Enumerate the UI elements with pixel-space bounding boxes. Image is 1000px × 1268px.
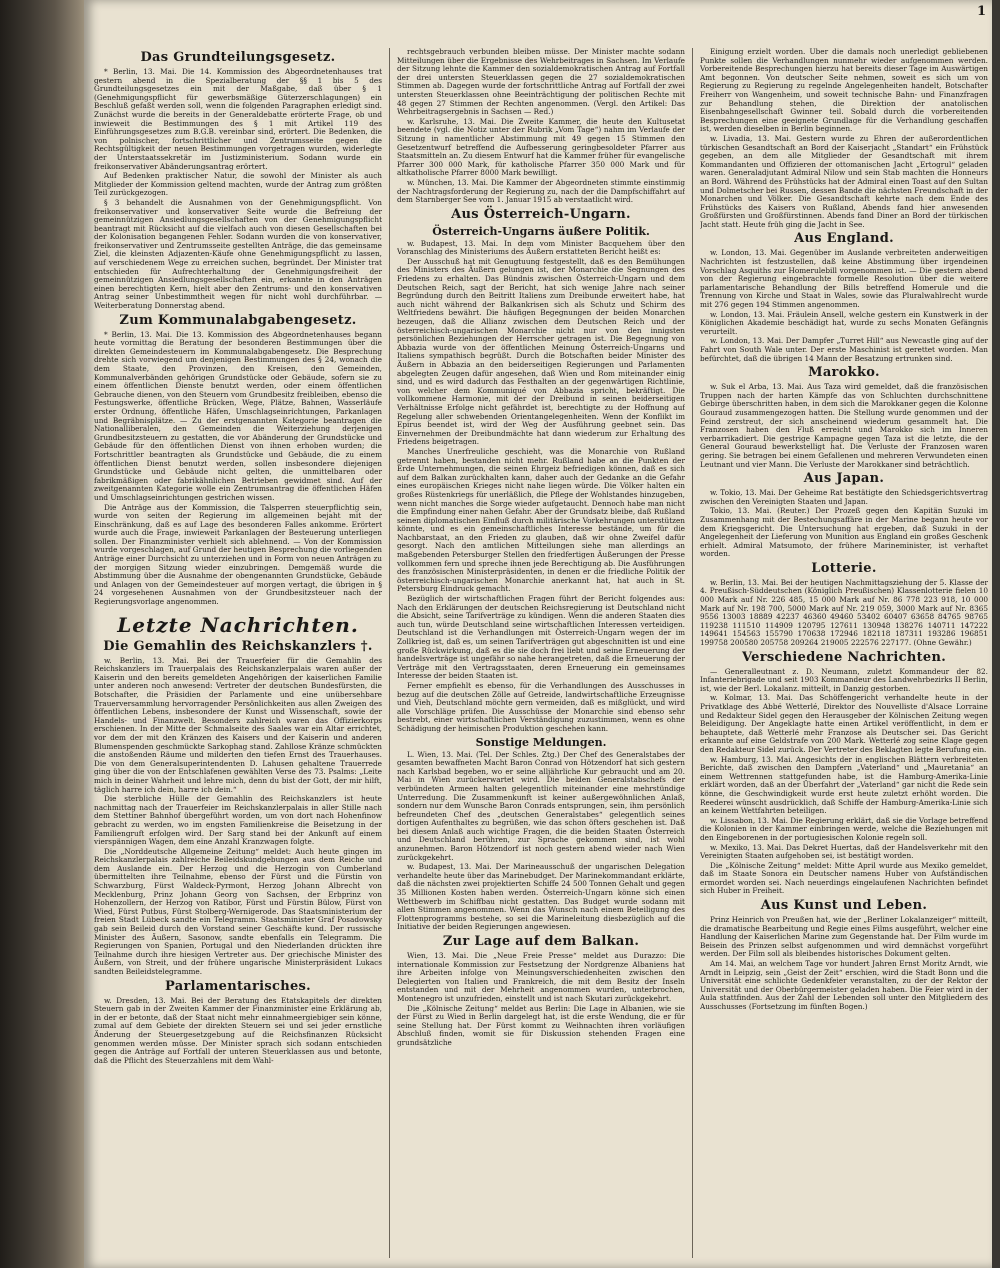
article-paragraph: w. Mexiko, 13. Mai. Das Dekret Huertas, daß der Handelsverkehr mit den Vereinigten Staaten aufgehoben sei, ist bestätigt worden. [700,842,988,861]
column-rule [692,48,693,1258]
article-heading: Die Gemahlin des Reichskanzlers †. [103,638,373,654]
article-paragraph: Der Ausschuß hat mit Genugtuung festgestellt, daß es den Bemühungen des Ministers des Äußern gelungen ist, der Monarchie die Segnungen des Friedens zu erhalten. Das Bündnis zwischen Österreich-Ungarn und dem Deutschen Reich, sagt der Bericht, hat sich wenige Jahre nach seiner Begründung durch den Beitritt Italiens zum Dreibunde erweitert habe, hat auch nicht während der Balkankrisen sich als Schutz und Schirm des Weltfriedens bewährt. Die häufigen Begegnungen der beiden Monarchen bezeugen, daß die Allianz zwischen dem Deutschen Reich und der österreichisch-ungarischen Monarchie nicht nur von den innigsten persönlichen Beziehungen der Herrscher getragen ist. Die Begegnung von Abbazia wurde von der öffentlichen Meinung Österreich-Ungarns und Italiens sympathisch begrüßt. Durch die Botschaften beider Minister des Äußern in Abbazia an den beiderseitigen Regierungen und Parlamenten abgelegten Zeugen dafür angesehen, daß Wien und Rom miteinander einig sind, und es wird dadurch das Festhalten an der gegenwärtigen Richtlinie, von welcher dem Kommuniqué von Abbazia spricht, bekräftigt. Die vollkommene Harmonie, mit der der Dreibund in seinen beiderseitigen Verhältnisse Erfolge nicht gefährdet ist, berechtigte zu der Hoffnung auf Regelung aller schwebenden Orientangelegenheiten. Wenn der Konflikt im Epirus beendet ist, wird der Weg der Ausführung geebnet sein. Das Einvernehmen der Dreibundmächte hat dann wiederum zur Erhaltung des Friedens beigetragen. [397,256,685,447]
article-paragraph: § 3 behandelt die Ausnahmen von der Genehmigungspflicht. Von freikonservativer und konservativer Seite wurde die Befreiung der gemeinnützigen Ansiedlungsgesellschaften von der Genehmigungspflicht beantragt mit Rücksicht auf die vielfach auch von diesen Gesellschaften bei der Kolonisation begangenen Fehler. Sodann wurden die von konservativer, freikonservativer und Zentrumsseite gestellten Anträge, die das gemeinsame Ziel, die kleinsten Adjazenten-Käufe ohne Genehmigungspflicht zu lassen, auf verschiedenem Wege zu erreichen suchen, begründet. Der Minister trat entschieden für Aufrechterhaltung der Genehmigungsfreiheit der gemeinnützigen Ansiedlungsgesellschaften ein, erkannte in den Anträgen einen berechtigten Kern, hielt aber den Zentrums- und den konservativen Antrag seiner Unbestimmtheit wegen für nicht wohl durchführbar. — Weiterberatung Donnerstag abend. [94,197,382,311]
article-paragraph: w. Livadia, 13. Mai. Gestern wurde zu Ehren der außerordentlichen türkischen Gesandtschaft an Bord der Kaiserjacht „Standart“ ein Frühstück gegeben, an dem alle Mitglieder der Gesandtschaft mit ihrem Kommandanten und Offizieren der ottomanischen Jacht „Ertogrul“ geladen waren. Generaladjutant Admiral Nilow und sein Stab machten die Honneurs an Bord. Während des Frühstücks hat der Admiral einen Toast auf den Sultan und Dolmetscher bei Russen, dessen Bande die nächsten Freundschaft in der Monarchen und Völker. Die Gesandtschaft kehrte nach dem Ende des Frühstücks des Kaisers von Rußland, Abends fand hier anwesenden Großfürsten und Großfürstinnen. Abends fand Diner an Bord der türkischen Jacht statt. Heute früh ging die Jacht in See. [700,133,988,229]
column-left [94,48,382,1263]
article-paragraph: w. München, 13. Mai. Die Kammer der Abgeordneten stimmte einstimmig der Nachtragsforderung der Regierung zu, nach der die Dampfschiffahrt auf dem Starnberger See vom 1. Januar 1915 ab verstaatlicht wird. [397,177,685,205]
article-paragraph: Die „Kölnische Zeitung“ meldet: Mitte April wurde aus Mexiko gemeldet, daß im Staate Sonora ein Deutscher namens Huber von Aufständischen ermordet worden sei. Nach neuerdings eingelaufenen Nachrichten befindet sich Huber in Freiheit. [700,860,988,896]
article-paragraph: w. London, 13. Mai. Fräulein Ansell, welche gestern ein Kunstwerk in der Königlichen Akademie beschädigt hat, wurde zu sechs Monaten Gefängnis verurteilt. [700,309,988,336]
column-middle [397,48,685,1263]
article-paragraph: w. Tokio, 13. Mai. Der Geheime Rat bestätigte den Schiedsgerichtsvertrag zwischen den Vereinigten Staaten und Japan. [700,488,988,506]
article-paragraph: w. Lissabon, 13. Mai. Die Regierung erklärt, daß sie die Vorlage betreffend die Kolonien in der Kammer einbringen werde, welche die Beziehungen mit den Eingeborenen in der portugiesischen Kolonie regeln soll. [700,815,988,842]
book-spine [0,0,92,1268]
newspaper-page [84,0,992,1268]
article-paragraph: w. Budapest, 13. Mai. Der Marineausschuß der ungarischen Delegation verhandelte heute über das Marinebudget. Der Marinekommandant erklärte, daß die nächsten zwei projektierten Schiffe 24 500 Tonnen Gehalt und gegen 35 Millionen Kosten haben werden. Österreich-Ungarn könne sich einen Wettbewerb im Schiffbau nicht gestatten. Das Budget wurde sodann mit allen Stimmen angenommen. Wenn das Wunsch nach einem Beteiligung des Flottenprogramms bestehe, so sei die Marineleitung diesbezüglich auf die Initiative der beiden Regierungen angewiesen. [397,862,685,932]
article-heading: Österreich-Ungarns äußere Politik. [432,224,650,238]
article-paragraph: Auf Bedenken praktischer Natur, die sowohl der Minister als auch Mitglieder der Kommission geltend machten, wurde der Antrag zum größten Teil zurückgezogen. [94,171,382,198]
article-paragraph: Die sterbliche Hülle der Gemahlin des Reichskanzlers ist heute nachmittag nach der Trauerfeier im Reichskanzlerpalais in aller Stille nach dem Stettiner Bahnhof übergeführt worden, um von dort nach Hohenfinow gebracht zu werden, wo im engsten Familienkreise die Beisetzung in der Familiengruft erfolgen wird. Der Sarg stand bei der Ankunft auf einem vierspännigen Wagen, dem eine Anzahl Kranzwagen folgte. [94,794,382,847]
article-paragraph: Einigung erzielt worden. Über die damals noch unerledigt gebliebenen Punkte sollen die Verhandlungen nunmehr wieder aufgenommen werden. Vorbereitende Besprechungen hierzu hat bereits dieser Tage im Auswärtigen Amt begonnen. Von deutscher Seite nehmen, soweit es sich um von Regierung zu Regierung zu regelnde Angelegenheiten handelt, Botschafter Freiherr von Wangenheim, und soweit technische Bahn- und Finanzfragen zur Behandlung stehen, die Direktion der anatolischen Eisenbahngesellschaft Gwinner teil. Sobald durch die vorbereitenden Besprechungen eine geeignete Grundlage für die Verhandlung geschaffen ist, werden dieselben in Berlin beginnen. [700,48,988,134]
article-heading: Verschiedene Nachrichten. [741,649,947,665]
article-paragraph: Bezüglich der wirtschaftlichen Fragen führt der Bericht folgendes aus: Nach den Erklärungen der deutschen Reichsregierung ist Deutschland nicht die Absicht, seine Tarifverträge zu kündigen. Wenn die anderen Staaten dies auch tun, würde Deutschland seine wirtschaftlichen Interessen verteidigen. Deutschland ist die Verhandlungen mit Österreich-Ungarn wegen der im Zollkrieg ist, daß es, um seinen Tarifverträgen gut abgeschnitten ist und eine große Rückwirkung, daß es die sie doch frei liebt und seine Erneuerung der handelsverträge ist ungefähr so nahe herangetreten, daß die Erneuerung der Verträge mit den Vertragsstaaten, deren Erneuerung ein gemeinsames Interesse der beiden Staaten ist. [397,594,685,681]
article-paragraph: Wien, 13. Mai. Die „Neue Freie Presse“ meldet aus Durazzo: Die internationale Kommission zur Festsetzung der Nordgrenze Albaniens hat ihre Arbeiten infolge von Meinungsverschiedenheiten zwischen den Delegierten von Italien und Frankreich, die mit dem Besitz der Inseln entstanden und mit der Mehrheit angenommen wurden, unterbrochen, Montenegro ist unzufrieden, einstellt und ist nach Skutari zurückgekehrt. [397,951,685,1003]
article-heading: Aus Österreich-Ungarn. [451,206,631,222]
article-paragraph: w. Kolmar, 13. Mai. Das Schöffengericht verhandelte heute in der Privatklage des Abbé Wetterlé, Direktor des Nouvelliste d'Alsace Lorraine und Redakteur Sidel gegen den Herausgeber der Kölnischen Zeitung wegen Beleidigung. Der Angeklagte hatte einen Artikel veröffentlicht, in dem er behauptete, daß Wetterlé mehr Franzose als Deutscher sei. Das Gericht erkannte auf eine Geldstrafe von 200 Mark. Wetterlé zog seine Klage gegen den Redakteur Sidel zurück. Der Vertreter des Beklagten legte Berufung ein. [700,693,988,754]
article-heading: Aus England. [794,231,894,247]
article-paragraph: w. Budapest, 13. Mai. In dem vom Minister Bacquehem über den Voranschlag des Ministeriums des Äußern erstatteten Bericht heißt es: [397,238,685,257]
article-paragraph: rechtsgebrauch verbunden bleiben müsse. Der Minister machte sodann Mitteilungen über die Ergebnisse des Wehrbeitrages in Sachsen. Im Verlaufe der Sitzung lehnte die Kammer den sozialdemokratischen Antrag auf Fortfall der drei untersten Steuerklassen gegen die 27 sozialdemokratischen Stimmen ab. Dagegen wurde der fortschrittliche Antrag auf Fortfall der zwei untersten Steuerklassen ohne Beeinträchtigung der politischen Rechte mit 48 gegen 27 Stimmen der Rechten angenommen. (Vergl. den Artikel: Das Wehrbeitragsergebnis in Sachsen — Red.) [397,48,685,117]
article-paragraph: — Generalleutnant z. D. Neumann, zuletzt Kommandeur der 82. Infanteriebrigade und seit 1903 Kommandeur des Landwehrbezirks II Berlin, ist, wie der Berl. Lokalanz. mitteilt, in Danzig gestorben. [700,666,988,693]
page-number: 1 [976,4,986,19]
article-paragraph: w. Berlin, 13. Mai. Bei der Trauerfeier für die Gemahlin des Reichskanzlers im Trauerpalais des Reichskanzlerpalais waren außer der Kaiserin und den bereits gemeldeten Angehörigen der kaiserlichen Familie unter anderen noch anwesend: Vertreter der deutschen Bundesfürsten, die Botschafter, die Präsidien der Parlamente und eine unübersehbare Trauerversammlung hervorragender Persönlichkeiten aus allen Zweigen des öffentlichen Lebens, insbesondere der Kunst und Wissenschaft, sowie der Handels- und Finanzwelt. Besonders zahlreich waren das Offizierkorps erschienen. In der Mitte der Schmalseite des Saales war ein Altar errichtet, vor dem der mit den Kränzen des Kaisers und der Kaiserin und anderen Blumenspenden geschmückte Sarkophag stand. Zahllose Kränze schmückten die anstoßenden Räume und milderten den tiefen Ernst des Trauerhauses. Die von dem Generalsuperintendenten D. Lahusen gehaltene Trauerrede ging über die von der Entschlafenen gewählten Verse des 73. Psalms: „Leite mich in deiner Wahrheit und lehre mich, denn du bist der Gott, der mir hilft, täglich harre ich dein, harre ich dein.“ [94,655,382,794]
article-paragraph: w. Berlin, 13. Mai. Bei der heutigen Nachmittagsziehung der 5. Klasse der 4. Preußisch-Süddeutschen (Königlich Preußischen) Klassenlotterie fielen 10 000 Mark auf Nr. 226 485, 15 000 Mark auf Nr. 86 778 223 918, 10 000 Mark auf Nr. 198 700, 5000 Mark auf Nr. 219 059, 3000 Mark auf Nr. 8365 9556 13003 18889 42237 46360 49460 53402 60407 63658 84765 98765 119238 111510 114909 120795 127611 130948 138276 140711 147222 149641 154563 155790 170638 172946 182118 187311 193286 196851 199758 200580 205758 209264 219005 222576 227177. (Ohne Gewähr.) [700,577,988,648]
article-heading: Aus Kunst und Leben. [760,898,928,914]
article-paragraph: w. Dresden, 13. Mai. Bei der Beratung des Etatskapitels der direkten Steuern gab in der Zweiten Kammer der Finanzminister eine Erklärung ab, in der er betonte, daß der Staat nicht mehr einnahmeergiebiger sein könne, zumal auf dem Gebiete der direkten Steuern sei und sei jeder ernstliche Änderung der Steuergesetzgebung auf die Reichsfinanzen Rücksicht genommen werden müsse. Der Minister sprach sich sodann entschieden gegen die Anträge auf Fortfall der unteren Steuerklassen aus und betonte, daß die Pflicht des Steuerzahlens mit dem Wahl- [94,995,382,1065]
article-heading: Sonstige Meldungen. [475,735,607,749]
article-paragraph: Die „Kölnische Zeitung“ meldet aus Berlin: Die Lage in Albanien, wie sie der Fürst zu Wied in Berlin dargelegt hat, ist die erste Wendung, die er für seine Stellung hat. Der Fürst kommt zu Weihnachten ihren vorläufigen Abschluß finden, womit sie für Diskussion stehenden Fragen eine grundsätzliche [397,1003,685,1047]
section-banner: Letzte Nachrichten. [117,612,359,637]
article-heading: Zur Lage auf dem Balkan. [442,934,640,949]
article-paragraph: Am 14. Mai, an welchem Tage vor hundert Jahren Ernst Moritz Arndt, wie Arndt in Leipzig, sein „Geist der Zeit“ erschien, wird die Stadt Bonn und die Universität eine schlichte Gedenkfeier veranstalten, zu der der Rektor der Universität und der Oberbürgermeister geladen haben. Die Feier wird in der Aula stattfinden. Aus der Zahl der Lebenden soll unter den Mitgliedern des Ausschusses (Fortsetzung im fünften Bogen.) [700,959,988,1011]
article-paragraph: Die Anträge aus der Kommission, die Talsperren steuerpflichtig sein, wurde von seiten der Regierung im allgemeinen bejaht mit der Einschränkung, daß es auf Lage des besonderen Falles ankomme. Erörtert wurde auch die Frage, inwieweit Parkanlagen der Besteuerung unterliegen sollen. Der Finanzminister verhielt sich ablehnend. — Von der Kommission wurde vorgeschlagen, auf Grund der heutigen Besprechung die vorliegenden Anträge einer Durchsicht zu unterziehen und in Form von neuen Anträgen zu der morgigen Sitzung wieder einzubringen. Demgemäß wurde die Abstimmung über die Ausnahme der obengenannten Grundstücke, Gebäude und Anlagen von der Gemeindesteuer auf morgen vertagt, die übrigen in § 24 vorgesehenen Ausnahmen von der Grundbesitzsteuer nach der Regierungsvorlage angenommen. [94,502,382,607]
article-paragraph: Tokio, 13. Mai. (Reuter.) Der Prozeß gegen den Kapitän Suzuki im Zusammenhang mit der Bestechungsaffäre in der Marine begann heute vor dem Kriegsgericht. Die Untersuchung hat ergeben, daß Suzuki in der Angelegenheit der Lieferung von Munition aus England ein großes Geschenk erhielt. Admiral Matsumoto, der frühere Marineminister, ist verhaftet worden. [700,506,988,559]
article-paragraph: Ferner empfiehlt es ebenso, für die Verhandlungen des Ausschusses in bezug auf die deutschen Zölle auf Getreide, landwirtschaftliche Erzeugnisse und Vieh, Deutschland möchte gern vermeiden, daß es mißglückt, und wird alle Vorschläge prüfen. Die Ausschüsse der Monarchie sind ebenso sehr bestrebt, einer wirtschaftlichen Verständigung zuzustimmen, wenn es ohne Schädigung der heimischen Produktion geschehen kann. [397,680,685,733]
article-paragraph: w. Suk el Arba, 13. Mai. Aus Taza wird gemeldet, daß die französischen Truppen nach der harten Kämpfe das von Schluchten durchschnittene Gebirge überschritten haben, in dem sich die Marokkaner gegen die Kolonne Gouraud zusammengezogen hatten. Die Stellung wurde genommen und der Feind zerstreut, der sich anscheinend wiederum gesammelt hat. Die Franzosen haben den Fluß erreicht und Marokko sich im Inneren verbarrikadiert. Die gestrige Kampagne gegen Taza ist die letzte, die der General Gouraud bewerkstelligt hat. Die Verluste der Franzosen waren gering. Sie betragen bei einem Gefallenen und mehreren Verwundeten einen Leutnant und vier Mann. Die Verluste der Marokkaner sind beträchtlich. [700,382,988,469]
article-paragraph: w. London, 13. Mai. Der Dampfer „Turret Hill“ aus Newcastle ging auf der Fahrt von South Wale unter. Der erste Maschinist ist gerettet worden. Man befürchtet, daß die übrigen 14 Mann der Besatzung ertrunken sind. [700,336,988,363]
article-paragraph: w. Karlsruhe, 13. Mai. Die Zweite Kammer, die heute den Kultusetat beendete (vgl. die Notiz unter der Rubrik „Vom Tage“) nahm im Verlaufe der Sitzung in namentlicher Abstimmung mit 49 gegen 15 Stimmen den Gesetzentwurf betreffend die Aufbesserung geringbesoldeter Pfarrer aus Staatsmitteln an. Zu diesem Entwurf hat die Kammer früher für evangelische Pfarrer 300 000 Mark, für katholische Pfarrer 350 000 Mark und für altkatholische Pfarrer 8000 Mark bewilligt. [397,116,685,178]
article-heading: Lotterie. [811,560,877,576]
column-right [700,48,988,1263]
article-paragraph: * Berlin, 13. Mai. Die 14. Kommission des Abgeordnetenhauses trat gestern abend in die Spezialberatung der §§ 1 bis 5 des Grundteilungsgesetzes ein mit der Maßgabe, daß über § 1 (Genehmigungspflicht für gewerbsmäßige Güterzerschlagungen) ein Beschluß gefaßt werden soll, wenn die folgenden Paragraphen erledigt sind. Zunächst wurde die bereits in der Generaldebatte erörterte Frage, ob und inwieweit die Bestimmungen des § 1 mit Artikel 119 des Einführungsgesetzes zum B.G.B. vereinbar sind, erörtert. Die Bedenken, die von polnischer, fortschrittlicher und Zentrumsseite gegen die Rechtsgültigkeit der neuen Bestimmungen vorgetragen wurden, widerlegte der Unterstaatssekretär im Justizministerium. Sodann wurde ein freikonservativer Abänderungsantrag erörtert. [94,67,382,171]
article-heading: Marokko. [808,365,880,381]
article-paragraph: Manches Unerfreuliche geschieht, was die Monarchie von Rußland getrennt haben, bestanden nicht mehr. Rußland habe an die Punkten der Erde Unternehmungen, die seinen Ehrgeiz befriedigen können, daß es sich auf dem Balkan zurückhalten kann, daher auch der Gedanke an die Gefahr eines europäischen Krieges nicht nahe liegen würde. Die Völker halten ein großes Rüstenkriegs für unerläßlich, die Pflege der Wohlstandes hinzugeben, wenn nicht manches die Sorge wieder aufgetaucht. Dennoch habe man nicht die Empfindung einer nahen Gefahr. Aber der Grundsatz bleibe, daß Rußland seinen diplomatischen Einfluß durch militärische Vorkehrungen unterstützen könnte, und es ein gemeinschaftliches Interesse bestände, um für die Nachbarstaat, an den Frieden zu glauben, daß wir ohne Zweifel dafür gesorgt. Nach den amtlichen Mitteilungen siehe man allerdings an maßgebenden Petersburger Stellen den friedfertigen Äußerungen der Presse vollkommen fern und spreche ihnen jede Berechtigung ab. Die Ausführungen des französischen Ministerpräsidenten, in denen er die friedliche Politik der österreichisch-ungarischen Monarchie anerkannt hat, hat auch in St. Petersburg Eindruck gemacht. [397,446,685,594]
article-paragraph: w. Hamburg, 13. Mai. Angesichts der in englischen Blättern verbreiteten Berichte, daß zwischen den Dampfern „Vaterland“ und „Mauretania“ an einem Wettrennen stattgefunden habe, ist die Hamburg-Amerika-Linie erklärt worden, daß an der Überfahrt der „Vaterland“ gar nicht die Rede sein könne, die Geschwindigkeit wurde erst heute zuletzt erhöht worden. Die Reederei wünscht ausdrücklich, daß Schiffe der Hamburg-Amerika-Linie sich an keinem Wettfahrten beteiligen. [700,754,988,816]
article-paragraph: * Berlin, 13. Mai. Die 13. Kommission des Abgeordnetenhauses begann heute vormittag die Beratung der besonderen Bestimmungen über die direkten Gemeindesteuern im Kommunalabgabengesetz. Die Besprechung drehte sich vorwiegend um denjenigen Bestimmungen des § 24, wonach die dem Staate, den Provinzen, den Kreisen, den Gemeinden, Kommunalverbänden gehörigen Grundstücke oder Gebäude, sofern sie zu einem öffentlichen Dienste benutzt werden, oder einem öffentlichen Gebrauche dienen, von den Steuern vom Grundbesitz freibleiben, ebenso die Festungswerke, öffentliche Brücken, Wege, Plätze, Bahnen, Wasserläufe erster Ordnung, öffentliche Häfen, Umschlagseinrichtungen, Parkanlagen und Begräbnisplätze. — Zu der erstgenannten Kategorie beantragen die Nationalliberalen, den Gemeinden die Weiterziehung derjenigen Grundbesitzsteuern zu gestatten, die vor Abänderung der Grundstücke und Gebäude für den öffentlichen Dienst von ihnen erhoben wurden; die Fortschrittler beantragten als Grundstücke und Gebäude, die zu einem öffentlichen Dienst benutzt werden, sollen insbesondere diejenigen Grundstücke und Gebäude nicht gelten, die unmittelbaren oder fabrikmäßigen oder fabrikähnlichen Betrieben gewidmet sind. Auf der zweitgenannten Kategorie wolle ein Zentrumsantrag die öffentlichen Häfen und Umschlagseinrichtungen gestrichen wissen. [94,329,382,502]
article-paragraph: L. Wien, 13. Mai. (Tel. Der Schles. Ztg.) Der Chef des Generalstabes der gesamten bewaffneten Macht Baron Conrad von Hötzendorf hat sich gestern nach Karlsbad begeben, wo er seine alljährliche Kur gebraucht und am 20. Mai in Wien zurückerwartet wird. Die beiden Generalstabschefs der verbündeten Armeen halten gelegentlich miteinander eine mehrstündige Unterredung. Die Zusammenkunft ist keiner außergewöhnlichen Anlaß, sondern nur dem Wunsche Baron Conrads entsprungen, sein, ihm persönlich befreundeten Chef des „deutschen Generalstabes“ gelegentlich seines dortigen Aufenthaltes zu begrüßen, wie das schon öfters geschehen ist. Daß bei diesem Anlaß auch wichtige Fragen, die die beiden Staaten Österreich und Deutschland berühren, zur Sprache gekommen sind, ist wohl anzunehmen. Baron Hötzendorf ist noch gestern abend wieder nach Wien zurückgekehrt. [397,749,685,862]
article-paragraph: Die „Norddeutsche Allgemeine Zeitung“ meldet: Auch heute gingen im Reichskanzlerpalais zahlreiche Beileidskundgebungen aus dem Reiche und dem Auslande ein. Der Herzog und die Herzogin von Cumberland übermittelten ihre Teilnahme, ebenso der Fürst und die Fürstin von Schwarzburg, Fürst Waldeck-Pyrmont, Herzog Johann Albrecht von Mecklenburg, Prinz Johann Georg von Sachsen, der Erbprinz von Hohenzollern, der Herzog von Ratibor, Fürst und Fürstin Bülow, Fürst von Wied, Fürst Putbus, Fürst Stolberg-Wernigerode. Das Staatsministerium der freien Stadt Lübeck sandte ein Telegramm. Staatsminister Graf Posadowsky gab sein Beileid durch den Vorstand seiner Geschäfte kund. Der russische Minister des Äußern, Sasonow, sandte ebenfalls ein Telegramm. Die Regierungen von Spanien, Portugal und den Niederlanden drückten ihre Teilnahme durch ihre hiesigen Vertreter aus. Der griechische Minister des Äußern, von Streit, und der frühere ungarische Ministerpräsident Lukacs sandten Beileidstelegramme. [94,846,382,976]
article-heading: Aus Japan. [803,471,885,487]
article-heading: Das Grundteilungsgesetz. [140,50,336,65]
article-paragraph: w. London, 13. Mai. Gegenüber im Auslande verbreiteten anderweitigen Nachrichten ist festzustellen, daß keine Abstimmung über irgendeinen Vorschlag Asquiths zur Homerulebill vorgenommen ist. — Die gestern abend von der Regierung eingebrachte formelle Resolution über die weitere parlamentarische Behandlung der Bills betreffend Homerule und die Trennung von Kirche und Staat in Wales, sowie das Pluralwahlrecht wurde mit 276 gegen 194 Stimmen angenommen. [700,248,988,310]
article-heading: Zum Kommunalabgabengesetz. [119,312,357,328]
article-heading: Parlamentarisches. [165,978,311,994]
article-paragraph: Prinz Heinrich von Preußen hat, wie der „Berliner Lokalanzeiger“ mitteilt, die dramatische Bearbeitung und Regie eines Films ausgeführt, welcher eine Handlung der Kaiserlichen Marine zum Gegenstande hat. Der Film wurde im Beisein des Prinzen selbst aufgenommen und wird demnächst vorgeführt werden. Der Film soll als bleibendes historisches Dokument gelten. [700,915,988,959]
column-rule [389,48,390,1258]
